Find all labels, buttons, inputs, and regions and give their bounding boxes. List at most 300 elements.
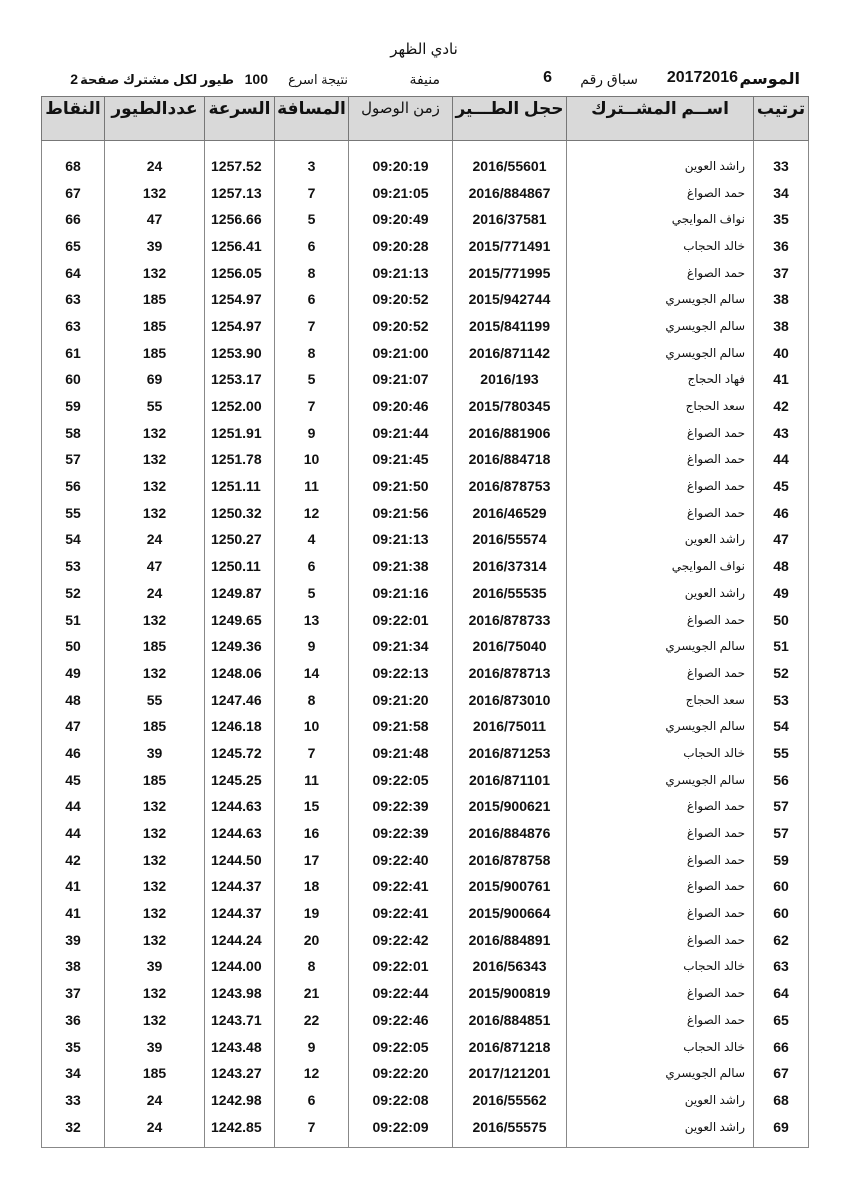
col-speed: السرعة xyxy=(205,97,275,141)
ring-number-cell: 2016/884851 xyxy=(453,1007,567,1034)
birds-per-page-label: طيور لكل مشترك صفحة xyxy=(80,72,234,87)
bird-count-cell: 132 xyxy=(105,419,205,446)
distance-cell: 8 xyxy=(275,259,349,286)
participant-name-cell: سالم الجويسري xyxy=(567,339,754,366)
bird-count-cell: 185 xyxy=(105,339,205,366)
speed-cell: 1251.91 xyxy=(205,419,275,446)
rank-cell: 60 xyxy=(754,900,809,927)
speed-cell: 1249.36 xyxy=(205,633,275,660)
points-cell: 38 xyxy=(42,953,105,980)
ring-number-cell: 2016/55562 xyxy=(453,1087,567,1114)
participant-name-cell: حمد الصواغ xyxy=(567,419,754,446)
speed-cell: 1244.37 xyxy=(205,900,275,927)
ring-number-cell: 2016/878758 xyxy=(453,846,567,873)
speed-cell: 1245.25 xyxy=(205,766,275,793)
points-cell: 61 xyxy=(42,339,105,366)
distance-cell: 7 xyxy=(275,179,349,206)
speed-cell: 1244.37 xyxy=(205,873,275,900)
race-number: 6 xyxy=(543,69,552,86)
participant-name-cell: خالد الحجاب xyxy=(567,953,754,980)
ring-number-cell: 2016/871101 xyxy=(453,766,567,793)
points-cell: 58 xyxy=(42,419,105,446)
points-cell: 33 xyxy=(42,1087,105,1114)
bird-count-cell: 132 xyxy=(105,926,205,953)
participant-name-cell: حمد الصواغ xyxy=(567,446,754,473)
arrival-time-cell: 09:22:39 xyxy=(349,793,453,820)
participant-name-cell: حمد الصواغ xyxy=(567,179,754,206)
speed-cell: 1245.72 xyxy=(205,740,275,767)
rank-cell: 40 xyxy=(754,339,809,366)
points-cell: 36 xyxy=(42,1007,105,1034)
participant-name-cell: حمد الصواغ xyxy=(567,499,754,526)
bird-count-cell: 132 xyxy=(105,793,205,820)
arrival-time-cell: 09:22:05 xyxy=(349,1033,453,1060)
col-ring: حجل الطـــير xyxy=(453,97,567,141)
ring-number-cell: 2016/881906 xyxy=(453,419,567,446)
distance-cell: 16 xyxy=(275,820,349,847)
table-row xyxy=(42,339,809,366)
distance-cell: 6 xyxy=(275,233,349,260)
ring-number-cell: 2015/771491 xyxy=(453,233,567,260)
table-row xyxy=(42,740,809,767)
distance-cell: 10 xyxy=(275,713,349,740)
ring-number-cell: 2016/193 xyxy=(453,366,567,393)
table-row xyxy=(42,526,809,553)
ring-number-cell: 2015/900819 xyxy=(453,980,567,1007)
ring-number-cell: 2016/878753 xyxy=(453,473,567,500)
points-cell: 34 xyxy=(42,1060,105,1087)
ring-number-cell: 2016/55535 xyxy=(453,580,567,607)
ring-number-cell: 2015/841199 xyxy=(453,313,567,340)
ring-number-cell: 2016/55575 xyxy=(453,1113,567,1140)
bird-count-cell: 185 xyxy=(105,766,205,793)
arrival-time-cell: 09:21:56 xyxy=(349,499,453,526)
arrival-time-cell: 09:21:50 xyxy=(349,473,453,500)
rank-cell: 60 xyxy=(754,873,809,900)
ring-number-cell: 2016/878713 xyxy=(453,660,567,687)
distance-cell: 18 xyxy=(275,873,349,900)
distance-cell: 17 xyxy=(275,846,349,873)
participant-name-cell: نواف الموايجي xyxy=(567,206,754,233)
rank-cell: 57 xyxy=(754,820,809,847)
arrival-time-cell: 09:21:05 xyxy=(349,179,453,206)
ring-number-cell: 2015/900664 xyxy=(453,900,567,927)
arrival-time-cell: 09:20:49 xyxy=(349,206,453,233)
distance-cell: 7 xyxy=(275,1113,349,1140)
speed-cell: 1256.66 xyxy=(205,206,275,233)
points-cell: 35 xyxy=(42,1033,105,1060)
bird-count-cell: 47 xyxy=(105,553,205,580)
table-row xyxy=(42,179,809,206)
ring-number-cell: 2016/75011 xyxy=(453,713,567,740)
participant-name-cell: خالد الحجاب xyxy=(567,233,754,260)
distance-cell: 6 xyxy=(275,553,349,580)
rank-cell: 37 xyxy=(754,259,809,286)
points-cell: 63 xyxy=(42,313,105,340)
table-row xyxy=(42,686,809,713)
arrival-time-cell: 09:20:52 xyxy=(349,286,453,313)
speed-cell: 1247.46 xyxy=(205,686,275,713)
ring-number-cell: 2015/771995 xyxy=(453,259,567,286)
table-row xyxy=(42,820,809,847)
rank-cell: 63 xyxy=(754,953,809,980)
speed-cell: 1243.48 xyxy=(205,1033,275,1060)
speed-cell: 1243.27 xyxy=(205,1060,275,1087)
arrival-time-cell: 09:22:09 xyxy=(349,1113,453,1140)
table-row xyxy=(42,633,809,660)
ring-number-cell: 2015/900761 xyxy=(453,873,567,900)
speed-cell: 1243.71 xyxy=(205,1007,275,1034)
bird-count-cell: 132 xyxy=(105,179,205,206)
bird-count-cell: 132 xyxy=(105,980,205,1007)
bird-count-cell: 24 xyxy=(105,153,205,180)
speed-cell: 1250.11 xyxy=(205,553,275,580)
distance-cell: 9 xyxy=(275,633,349,660)
arrival-time-cell: 09:21:07 xyxy=(349,366,453,393)
rank-cell: 52 xyxy=(754,660,809,687)
distance-cell: 22 xyxy=(275,1007,349,1034)
rank-cell: 59 xyxy=(754,846,809,873)
bird-count-cell: 185 xyxy=(105,633,205,660)
rank-cell: 46 xyxy=(754,499,809,526)
table-row xyxy=(42,393,809,420)
speed-cell: 1254.97 xyxy=(205,286,275,313)
table-row xyxy=(42,1113,809,1140)
ring-number-cell: 2016/871218 xyxy=(453,1033,567,1060)
points-cell: 52 xyxy=(42,580,105,607)
arrival-time-cell: 09:21:16 xyxy=(349,580,453,607)
speed-cell: 1246.18 xyxy=(205,713,275,740)
distance-cell: 9 xyxy=(275,1033,349,1060)
speed-cell: 1250.27 xyxy=(205,526,275,553)
ring-number-cell: 2016/871253 xyxy=(453,740,567,767)
col-bird-count: عددالطيور xyxy=(105,97,205,141)
ring-number-cell: 2015/780345 xyxy=(453,393,567,420)
rank-cell: 62 xyxy=(754,926,809,953)
points-cell: 53 xyxy=(42,553,105,580)
distance-cell: 12 xyxy=(275,1060,349,1087)
points-cell: 41 xyxy=(42,873,105,900)
ring-number-cell: 2016/46529 xyxy=(453,499,567,526)
participant-name-cell: نواف الموايجي xyxy=(567,553,754,580)
arrival-time-cell: 09:21:00 xyxy=(349,339,453,366)
page-number: 2 xyxy=(70,71,78,87)
season-value: 20172016 xyxy=(666,69,738,86)
distance-cell: 12 xyxy=(275,499,349,526)
rank-cell: 56 xyxy=(754,766,809,793)
rank-cell: 45 xyxy=(754,473,809,500)
points-cell: 66 xyxy=(42,206,105,233)
col-arrival: زمن الوصول xyxy=(349,97,453,141)
ring-number-cell: 2016/75040 xyxy=(453,633,567,660)
points-cell: 55 xyxy=(42,499,105,526)
ring-number-cell: 2016/37581 xyxy=(453,206,567,233)
ring-number-cell: 2016/55601 xyxy=(453,153,567,180)
rank-cell: 34 xyxy=(754,179,809,206)
speed-cell: 1244.63 xyxy=(205,793,275,820)
bird-count-cell: 132 xyxy=(105,1007,205,1034)
rank-cell: 68 xyxy=(754,1087,809,1114)
speed-cell: 1249.87 xyxy=(205,580,275,607)
race-type: منيفة xyxy=(409,71,440,87)
speed-cell: 1253.17 xyxy=(205,366,275,393)
speed-cell: 1242.85 xyxy=(205,1113,275,1140)
rank-cell: 51 xyxy=(754,633,809,660)
col-points: النقاط xyxy=(42,97,105,141)
speed-cell: 1252.00 xyxy=(205,393,275,420)
rank-cell: 47 xyxy=(754,526,809,553)
bird-count-cell: 132 xyxy=(105,259,205,286)
participant-name-cell: حمد الصواغ xyxy=(567,820,754,847)
points-cell: 68 xyxy=(42,153,105,180)
table-row xyxy=(42,1007,809,1034)
points-cell: 56 xyxy=(42,473,105,500)
distance-cell: 8 xyxy=(275,686,349,713)
arrival-time-cell: 09:22:01 xyxy=(349,953,453,980)
speed-cell: 1257.52 xyxy=(205,153,275,180)
distance-cell: 8 xyxy=(275,339,349,366)
table-row xyxy=(42,980,809,1007)
arrival-time-cell: 09:22:41 xyxy=(349,873,453,900)
points-cell: 44 xyxy=(42,793,105,820)
race-label: سباق رقم xyxy=(580,71,638,87)
points-cell: 32 xyxy=(42,1113,105,1140)
ring-number-cell: 2016/871142 xyxy=(453,339,567,366)
distance-cell: 8 xyxy=(275,953,349,980)
ring-number-cell: 2016/884891 xyxy=(453,926,567,953)
bird-count-cell: 24 xyxy=(105,580,205,607)
bird-count-cell: 132 xyxy=(105,606,205,633)
rank-cell: 55 xyxy=(754,740,809,767)
table-row xyxy=(42,580,809,607)
points-cell: 45 xyxy=(42,766,105,793)
arrival-time-cell: 09:22:44 xyxy=(349,980,453,1007)
bird-count-cell: 39 xyxy=(105,953,205,980)
rank-cell: 67 xyxy=(754,1060,809,1087)
points-cell: 37 xyxy=(42,980,105,1007)
speed-cell: 1256.41 xyxy=(205,233,275,260)
table-row xyxy=(42,846,809,873)
speed-cell: 1250.32 xyxy=(205,499,275,526)
table-row xyxy=(42,900,809,927)
arrival-time-cell: 09:21:20 xyxy=(349,686,453,713)
distance-cell: 6 xyxy=(275,286,349,313)
arrival-time-cell: 09:21:13 xyxy=(349,259,453,286)
points-cell: 47 xyxy=(42,713,105,740)
rank-cell: 64 xyxy=(754,980,809,1007)
distance-cell: 5 xyxy=(275,580,349,607)
club-name: نادي الظهر xyxy=(390,41,458,58)
points-cell: 64 xyxy=(42,259,105,286)
participant-name-cell: حمد الصواغ xyxy=(567,606,754,633)
rank-cell: 43 xyxy=(754,419,809,446)
arrival-time-cell: 09:22:41 xyxy=(349,900,453,927)
arrival-time-cell: 09:21:48 xyxy=(349,740,453,767)
participant-name-cell: حمد الصواغ xyxy=(567,660,754,687)
bird-count-cell: 132 xyxy=(105,846,205,873)
participant-name-cell: حمد الصواغ xyxy=(567,873,754,900)
distance-cell: 19 xyxy=(275,900,349,927)
table-row xyxy=(42,766,809,793)
ring-number-cell: 2017/121201 xyxy=(453,1060,567,1087)
season-label: الموسم xyxy=(739,71,800,88)
table-row xyxy=(42,713,809,740)
rank-cell: 69 xyxy=(754,1113,809,1140)
participant-name-cell: سالم الجويسري xyxy=(567,766,754,793)
table-row xyxy=(42,259,809,286)
arrival-time-cell: 09:21:38 xyxy=(349,553,453,580)
speed-cell: 1248.06 xyxy=(205,660,275,687)
arrival-time-cell: 09:20:28 xyxy=(349,233,453,260)
bird-count-cell: 39 xyxy=(105,233,205,260)
distance-cell: 20 xyxy=(275,926,349,953)
ring-number-cell: 2016/55574 xyxy=(453,526,567,553)
participant-name-cell: حمد الصواغ xyxy=(567,980,754,1007)
distance-cell: 11 xyxy=(275,766,349,793)
rank-cell: 35 xyxy=(754,206,809,233)
table-row xyxy=(42,286,809,313)
rank-cell: 38 xyxy=(754,286,809,313)
participant-name-cell: حمد الصواغ xyxy=(567,926,754,953)
table-row xyxy=(42,446,809,473)
points-cell: 51 xyxy=(42,606,105,633)
bird-count-cell: 185 xyxy=(105,286,205,313)
table-row xyxy=(42,606,809,633)
col-participant: اســم المشــترك xyxy=(567,97,754,141)
bird-count-cell: 132 xyxy=(105,473,205,500)
arrival-time-cell: 09:21:45 xyxy=(349,446,453,473)
arrival-time-cell: 09:22:01 xyxy=(349,606,453,633)
table-row xyxy=(42,206,809,233)
table-row xyxy=(42,153,809,180)
report-meta xyxy=(0,68,848,90)
speed-cell: 1244.63 xyxy=(205,820,275,847)
rank-cell: 36 xyxy=(754,233,809,260)
bird-count-cell: 132 xyxy=(105,499,205,526)
arrival-time-cell: 09:22:46 xyxy=(349,1007,453,1034)
participant-name-cell: حمد الصواغ xyxy=(567,793,754,820)
rank-cell: 49 xyxy=(754,580,809,607)
participant-name-cell: حمد الصواغ xyxy=(567,846,754,873)
rank-cell: 38 xyxy=(754,313,809,340)
table-header-row xyxy=(42,97,809,141)
arrival-time-cell: 09:21:13 xyxy=(349,526,453,553)
table-row xyxy=(42,953,809,980)
table-row xyxy=(42,793,809,820)
distance-cell: 21 xyxy=(275,980,349,1007)
rank-cell: 65 xyxy=(754,1007,809,1034)
distance-cell: 7 xyxy=(275,313,349,340)
bird-count-cell: 24 xyxy=(105,1113,205,1140)
participant-name-cell: سالم الجويسري xyxy=(567,313,754,340)
ring-number-cell: 2016/884876 xyxy=(453,820,567,847)
table-row xyxy=(42,553,809,580)
distance-cell: 6 xyxy=(275,1087,349,1114)
speed-cell: 1257.13 xyxy=(205,179,275,206)
arrival-time-cell: 09:20:19 xyxy=(349,153,453,180)
speed-cell: 1249.65 xyxy=(205,606,275,633)
distance-cell: 5 xyxy=(275,206,349,233)
rank-cell: 54 xyxy=(754,713,809,740)
points-cell: 48 xyxy=(42,686,105,713)
arrival-time-cell: 09:22:39 xyxy=(349,820,453,847)
ring-number-cell: 2015/942744 xyxy=(453,286,567,313)
speed-cell: 1253.90 xyxy=(205,339,275,366)
rank-cell: 44 xyxy=(754,446,809,473)
arrival-time-cell: 09:22:42 xyxy=(349,926,453,953)
bird-count-cell: 69 xyxy=(105,366,205,393)
rank-cell: 53 xyxy=(754,686,809,713)
fastest-count: 100 xyxy=(244,71,268,87)
bird-count-cell: 24 xyxy=(105,526,205,553)
rank-cell: 50 xyxy=(754,606,809,633)
distance-cell: 10 xyxy=(275,446,349,473)
points-cell: 59 xyxy=(42,393,105,420)
participant-name-cell: حمد الصواغ xyxy=(567,259,754,286)
points-cell: 42 xyxy=(42,846,105,873)
speed-cell: 1256.05 xyxy=(205,259,275,286)
points-cell: 41 xyxy=(42,900,105,927)
arrival-time-cell: 09:21:58 xyxy=(349,713,453,740)
bird-count-cell: 47 xyxy=(105,206,205,233)
bird-count-cell: 132 xyxy=(105,660,205,687)
rank-cell: 42 xyxy=(754,393,809,420)
bird-count-cell: 24 xyxy=(105,1087,205,1114)
participant-name-cell: راشد العوين xyxy=(567,153,754,180)
speed-cell: 1243.98 xyxy=(205,980,275,1007)
points-cell: 46 xyxy=(42,740,105,767)
ring-number-cell: 2016/884867 xyxy=(453,179,567,206)
bird-count-cell: 55 xyxy=(105,393,205,420)
bird-count-cell: 132 xyxy=(105,900,205,927)
distance-cell: 5 xyxy=(275,366,349,393)
distance-cell: 13 xyxy=(275,606,349,633)
distance-cell: 14 xyxy=(275,660,349,687)
speed-cell: 1244.00 xyxy=(205,953,275,980)
ring-number-cell: 2016/884718 xyxy=(453,446,567,473)
participant-name-cell: راشد العوين xyxy=(567,580,754,607)
points-cell: 60 xyxy=(42,366,105,393)
points-cell: 67 xyxy=(42,179,105,206)
table-row xyxy=(42,873,809,900)
distance-cell: 7 xyxy=(275,740,349,767)
bird-count-cell: 132 xyxy=(105,873,205,900)
participant-name-cell: سالم الجويسري xyxy=(567,1060,754,1087)
bird-count-cell: 185 xyxy=(105,1060,205,1087)
arrival-time-cell: 09:22:20 xyxy=(349,1060,453,1087)
arrival-time-cell: 09:21:44 xyxy=(349,419,453,446)
bird-count-cell: 185 xyxy=(105,713,205,740)
bird-count-cell: 39 xyxy=(105,1033,205,1060)
participant-name-cell: سعد الحجاج xyxy=(567,686,754,713)
speed-cell: 1244.24 xyxy=(205,926,275,953)
table-row xyxy=(42,366,809,393)
results-body xyxy=(42,153,809,1148)
participant-name-cell: سالم الجويسري xyxy=(567,286,754,313)
arrival-time-cell: 09:20:52 xyxy=(349,313,453,340)
results-table xyxy=(41,96,809,1148)
table-row xyxy=(42,419,809,446)
participant-name-cell: فهاد الحجاج xyxy=(567,366,754,393)
table-row xyxy=(42,233,809,260)
points-cell: 49 xyxy=(42,660,105,687)
participant-name-cell: سالم الجويسري xyxy=(567,713,754,740)
bird-count-cell: 55 xyxy=(105,686,205,713)
participant-name-cell: راشد العوين xyxy=(567,1087,754,1114)
distance-cell: 15 xyxy=(275,793,349,820)
arrival-time-cell: 09:22:13 xyxy=(349,660,453,687)
table-row xyxy=(42,660,809,687)
